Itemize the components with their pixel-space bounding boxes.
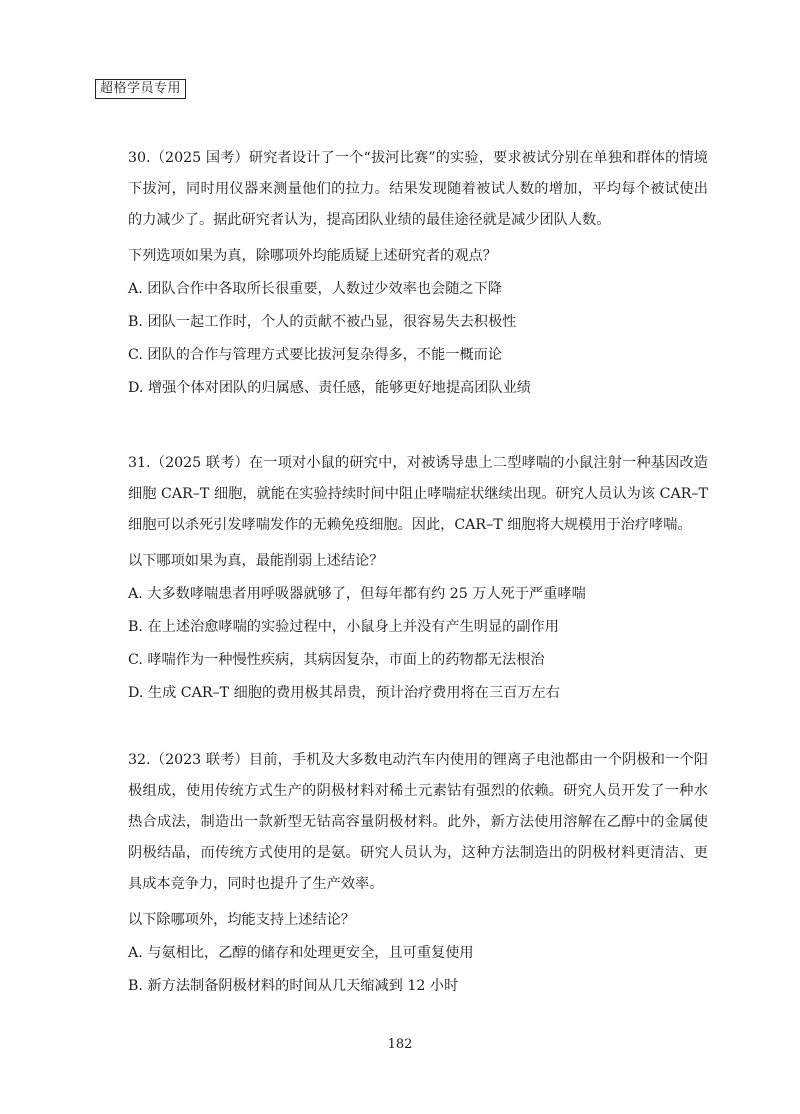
option-c: C. 哮喘作为一种慢性疾病，其病因复杂，市面上的药物都无法根治: [128, 652, 545, 668]
question-prompt: 下列选项如果为真，除哪项外均能质疑上述研究者的观点？: [128, 248, 497, 264]
option-b: B. 在上述治愈哮喘的实验过程中，小鼠身上并没有产生明显的副作用: [128, 619, 559, 635]
option-c: C. 团队的合作与管理方式要比拔河复杂得多，不能一概而论: [128, 347, 503, 363]
page-number: 182: [387, 1037, 413, 1052]
question-prompt: 以下哪项如果为真，最能削弱上述结论？: [128, 553, 384, 569]
question-prompt: 以下除哪项外，均能支持上述结论？: [128, 912, 356, 928]
exclusive-badge: 超格学员专用: [95, 79, 186, 99]
option-d: D. 生成 CAR–T 细胞的费用极其昂贵，预计治疗费用将在三百万左右: [128, 685, 560, 701]
question-stem: 31.（2025 联考）在一项对小鼠的研究中，对被诱导患上二型哮喘的小鼠注射一种基因改造细胞 CAR–T 细胞，就能在实验持续时间中阻止哮喘症状继续出现。研究人员认为该 CAR–T 细胞可以杀死引发哮喘发作的无赖免疫细胞。因此，CAR–T 细胞将大规模用于治疗哮喘。: [128, 455, 708, 533]
question-32: [128, 745, 708, 996]
option-b: B. 团队一起工作时，个人的贡献不被凸显，很容易失去积极性: [128, 314, 517, 330]
option-a: A. 团队合作中各取所长很重要，人数过少效率也会随之下降: [128, 281, 502, 297]
option-d: D. 增强个体对团队的归属感、责任感，能够更好地提高团队业绩: [128, 380, 531, 396]
question-stem: 30.（2025 国考）研究者设计了一个“拔河比赛”的实验，要求被试分别在单独和群体的情境下拔河，同时用仪器来测量他们的拉力。结果发现随着被试人数的增加，平均每个被试使出的力减少了。据此研究者认为，提高团队业绩的最佳途径就是减少团队人数。: [128, 150, 708, 228]
option-a: A. 与氨相比，乙醇的储存和处理更安全，且可重复使用: [128, 945, 474, 961]
question-31: [128, 448, 708, 703]
question-stem: 32.（2023 联考）目前，手机及大多数电动汽车内使用的锂离子电池都由一个阴极和一个阳极组成，使用传统方式生产的阴极材料对稀土元素钴有强烈的依赖。研究人员开发了一种水热合成法，制造出一款新型无钴高容量阴极材料。此外，新方法使用溶解在乙醇中的金属使阴极结晶，而传统方式使用的是氨。研究人员认为，这种方法制造出的阴极材料更清洁、更具成本竞争力，同时也提升了生产效率。: [128, 752, 708, 892]
option-a: A. 大多数哮喘患者用呼吸器就够了，但每年都有约 25 万人死于严重哮喘: [128, 586, 586, 602]
option-b: B. 新方法制备阴极材料的时间从几天缩减到 12 小时: [128, 978, 459, 994]
question-30: [128, 143, 708, 398]
